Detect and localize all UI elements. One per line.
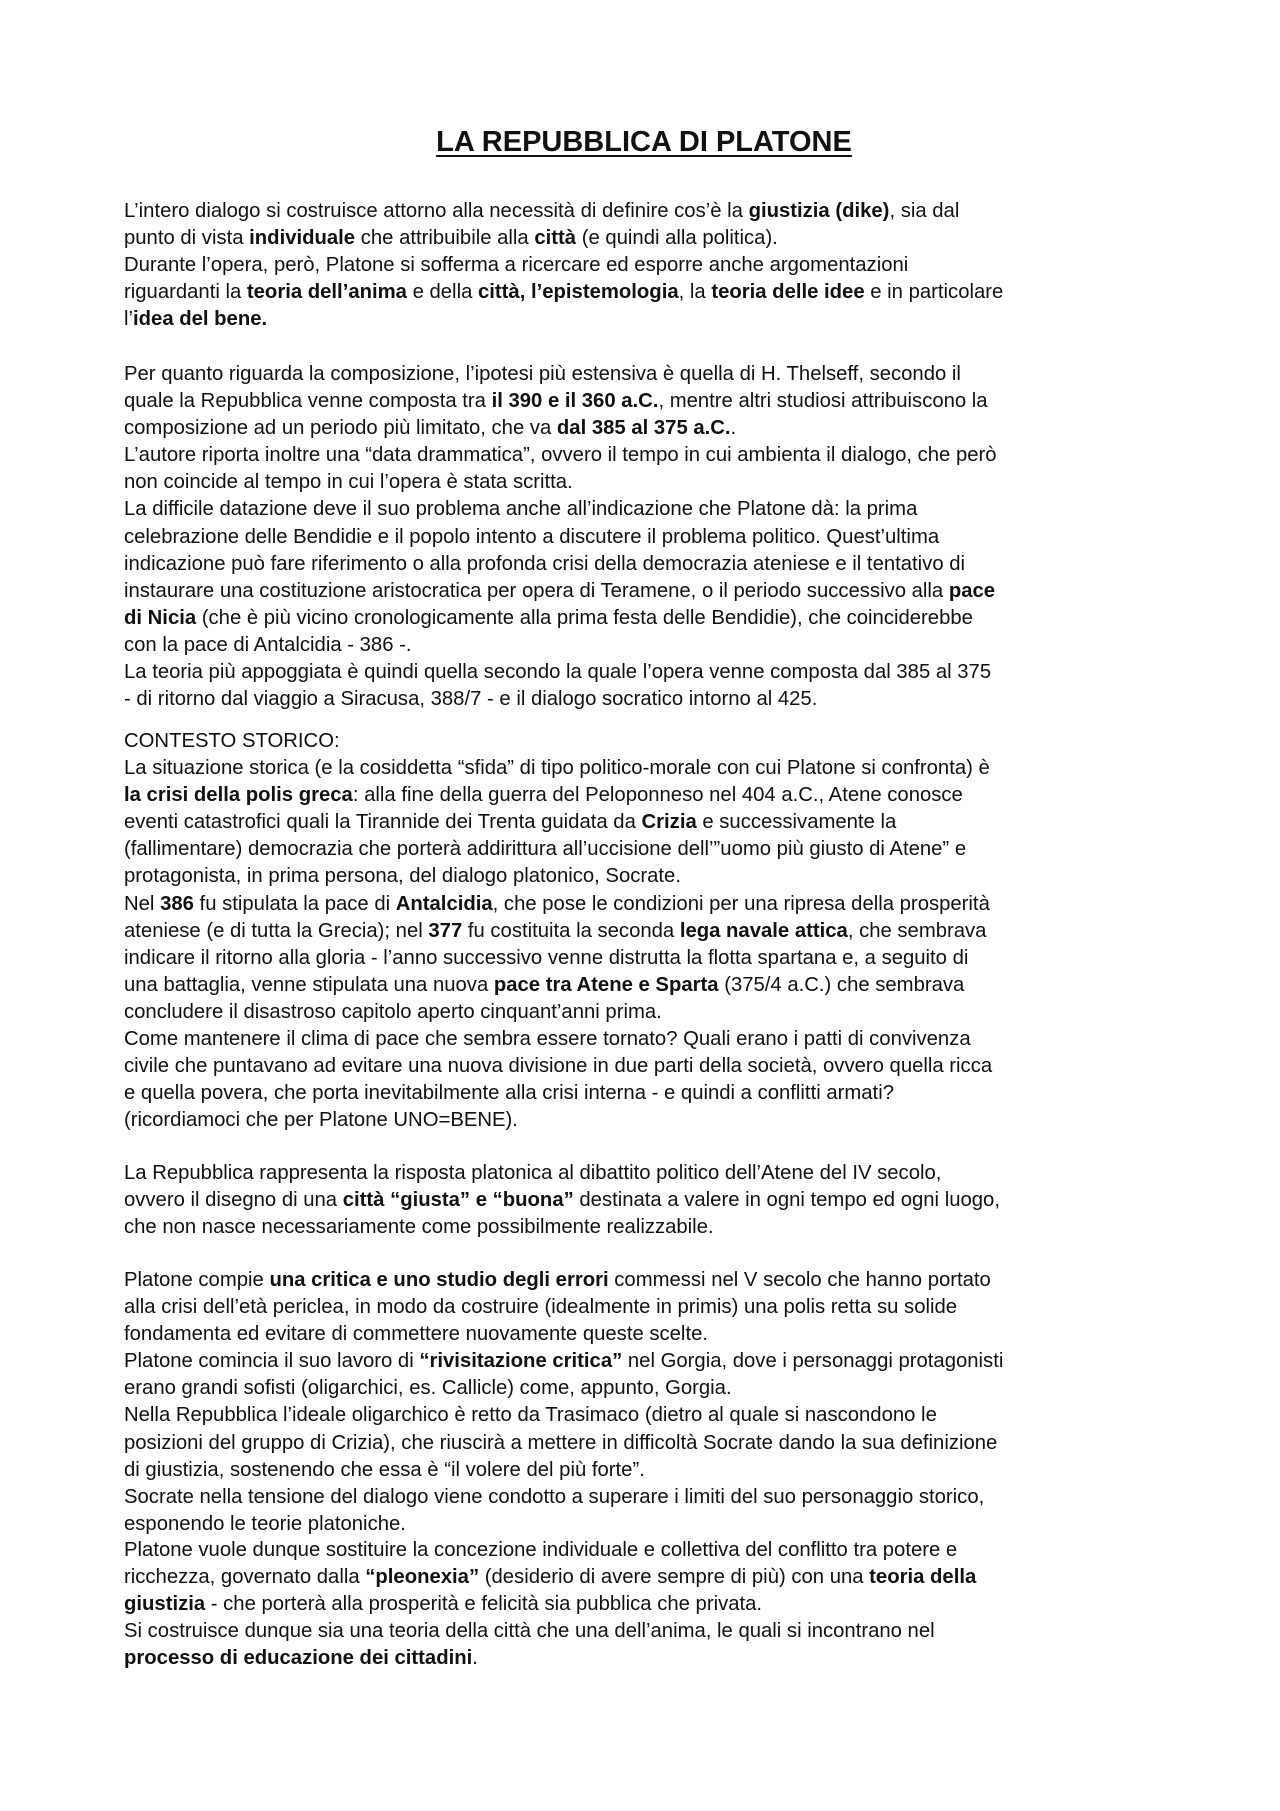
bold-text: città “giusta” e “buona” bbox=[342, 1189, 574, 1212]
bold-text: teoria delle idee bbox=[711, 281, 865, 304]
bold-text: “rivisitazione critica” bbox=[419, 1350, 623, 1373]
text-run: Per quanto riguarda la composizione, l’ipotesi più estensiva è quella di H. Thelseff, secondo il quale la Repubblica venne composta tra bbox=[124, 363, 961, 413]
text-run: , che pose le condizioni per una ripresa della prosperità ateniese (e di tutta la Grecia); nel bbox=[124, 892, 990, 942]
bold-text: pace di Nicia bbox=[124, 579, 996, 629]
bold-text: città bbox=[534, 227, 577, 250]
text-run: (che è più vicino cronologicamente alla prima festa delle Bendidie), che coinciderebbe con la pace di Antalcidia - 386 -. La teoria più appoggiata è quindi quella secondo la quale l’opera venne composta dal 385 al 375 - di ritorno dal viaggio a Siracusa, 388/7 - e il dialogo socratico intorno al 425. bbox=[124, 606, 992, 711]
bold-text: giustizia (dike) bbox=[748, 200, 890, 222]
text-run: . bbox=[472, 1647, 478, 1670]
text-run: , che sembrava indicare il ritorno alla gloria - l’anno successivo venne distrutta la flotta spartana e, a seguito di una battaglia, venne stipulata una nuova bbox=[124, 919, 987, 996]
paragraph-historical-context bbox=[124, 728, 1164, 1134]
text-run: , la bbox=[678, 281, 712, 304]
bold-text: individuale bbox=[249, 227, 356, 250]
paragraph-conclusion bbox=[124, 1537, 1164, 1672]
text-run: e della bbox=[406, 281, 478, 304]
paragraph-critique bbox=[124, 1267, 1164, 1538]
text-run: , mentre altri studiosi attribuiscono la composizione ad un periodo più limitato, che va bbox=[124, 390, 988, 440]
bold-text: 386 bbox=[160, 892, 194, 915]
text-run: destinata a valere in ogni tempo ed ogni luogo, che non nasce necessariamente come possibilmente realizzabile. bbox=[124, 1189, 1000, 1239]
bold-text: Antalcidia bbox=[395, 892, 493, 915]
text-run: e successivamente la (fallimentare) democrazia che porterà addirittura all’uccisione dell’”uomo più giusto di Atene” e protagonista, in prima persona, del dialogo platonico, Socrate. Nel bbox=[124, 811, 967, 915]
bold-text: teoria dell’anima bbox=[246, 281, 407, 304]
text-run: commessi nel V secolo che hanno portato alla crisi dell’età periclea, in modo da costruire (idealmente in primis) una polis retta su solide fondamenta ed evitare di commettere nuovamente queste scelte. Platone comincia il suo lavoro di bbox=[124, 1269, 991, 1373]
bold-text: dal 385 al 375 a.C. bbox=[556, 417, 731, 440]
text-run: Platone vuole dunque sostituire la concezione individuale e collettiva del conflitto tra potere e ricchezza, governato dalla bbox=[124, 1539, 958, 1589]
bold-text: una critica e uno studio degli errori bbox=[269, 1269, 609, 1291]
text-run: nel Gorgia, dove i personaggi protagonisti erano grandi sofisti (oligarchici, es. Callicle) come, appunto, Gorgia. Nella Repubblica l’ideale oligarchico è retto da Trasimaco (dietro al quale si nascondono le posizioni del gruppo di Crizia), che riuscirà a mettere in difficoltà Socrate dando la sua definizione di giustizia, sostenendo che essa è “il volere del più forte”. Socrate nella tensione del dialogo viene condotto a superare i limiti del suo personaggio storico, esponendo le teorie platoniche. bbox=[124, 1350, 1004, 1535]
text-run: fu costituita la seconda bbox=[462, 919, 680, 942]
text-run: : alla fine della guerra del Peloponneso nel 404 a.C., Atene conosce eventi catastrofici quali la Tirannide dei Trenta guidata da bbox=[124, 784, 963, 834]
bold-text: il 390 e il 360 a.C. bbox=[491, 390, 659, 413]
paragraph-introduction bbox=[124, 198, 1164, 333]
paragraph-response bbox=[124, 1160, 1164, 1241]
bold-text: processo di educazione dei cittadini bbox=[124, 1647, 473, 1670]
bold-text: Crizia bbox=[641, 811, 697, 834]
text-run: e in particolare l’ bbox=[124, 281, 1004, 331]
text-run: (375/4 a.C.) che sembrava concludere il disastroso capitolo aperto cinquant’anni prima. Come mantenere il clima di pace che sembra essere tornato? Quali erano i patti di convivenza civile che puntavano ad evitare una nuova divisione in due parti della società, ovvero quella ricca e quella povera, che porta inevitabilmente alla crisi interna - e quindi a conflitti armati? (ricordiamoci che per Platone UNO=BENE). bbox=[124, 973, 993, 1132]
bold-text: 377 bbox=[428, 919, 463, 942]
page-title: LA REPUBBLICA DI PLATONE bbox=[436, 126, 852, 158]
text-run: L’intero dialogo si costruisce attorno alla necessità di definire cos’è la bbox=[124, 200, 749, 222]
paragraph-composition bbox=[124, 361, 1164, 713]
text-run: - che porterà alla prosperità e felicità sia pubblica che privata. Si costruisce dunque sia una teoria della città che una dell’anima, le quali si incontrano nel bbox=[124, 1593, 935, 1643]
text-run: CONTESTO STORICO: La situazione storica (e la cosiddetta “sfida” di tipo politico-morale con cui Platone si confronta) è bbox=[124, 730, 990, 780]
text-run: che attribuibile alla bbox=[355, 227, 535, 250]
bold-text: lega navale attica bbox=[679, 919, 848, 942]
text-run: , sia dal punto di vista bbox=[124, 200, 960, 250]
bold-text: idea del bene. bbox=[133, 308, 268, 331]
bold-text: teoria della giustizia bbox=[124, 1566, 977, 1616]
text-run: fu stipulata la pace di bbox=[193, 892, 396, 915]
bold-text: “pleonexia” bbox=[365, 1566, 480, 1589]
bold-text: pace tra Atene e Sparta bbox=[493, 973, 719, 996]
bold-text: città, l’epistemologia bbox=[478, 281, 679, 304]
text-run: (e quindi alla politica). Durante l’opera, però, Platone si sofferma a ricercare ed esporre anche argomentazioni riguardanti la bbox=[124, 227, 909, 304]
bold-text: la crisi della polis greca bbox=[124, 784, 353, 807]
text-run: La Repubblica rappresenta la risposta platonica al dibattito politico dell’Atene del IV secolo, ovvero il disegno di una bbox=[124, 1162, 942, 1212]
text-run: . L’autore riporta inoltre una “data drammatica”, ovvero il tempo in cui ambienta il dialogo, che però non coincide al tempo in cui l’opera è stata scritta. La difficile datazione deve il suo problema anche all’indicazione che Platone dà: la prima celebrazione delle Bendidie e il popolo intento a discutere il problema politico. Quest’ultima indicazione può fare riferimento o alla profonda crisi della democrazia ateniese e il tentativo di instaurare una costituzione aristocratica per opera di Teramene, o il periodo successivo alla bbox=[124, 417, 997, 602]
text-run: Platone compie bbox=[124, 1269, 270, 1291]
text-run: (desiderio di avere sempre di più) con una bbox=[479, 1566, 870, 1589]
